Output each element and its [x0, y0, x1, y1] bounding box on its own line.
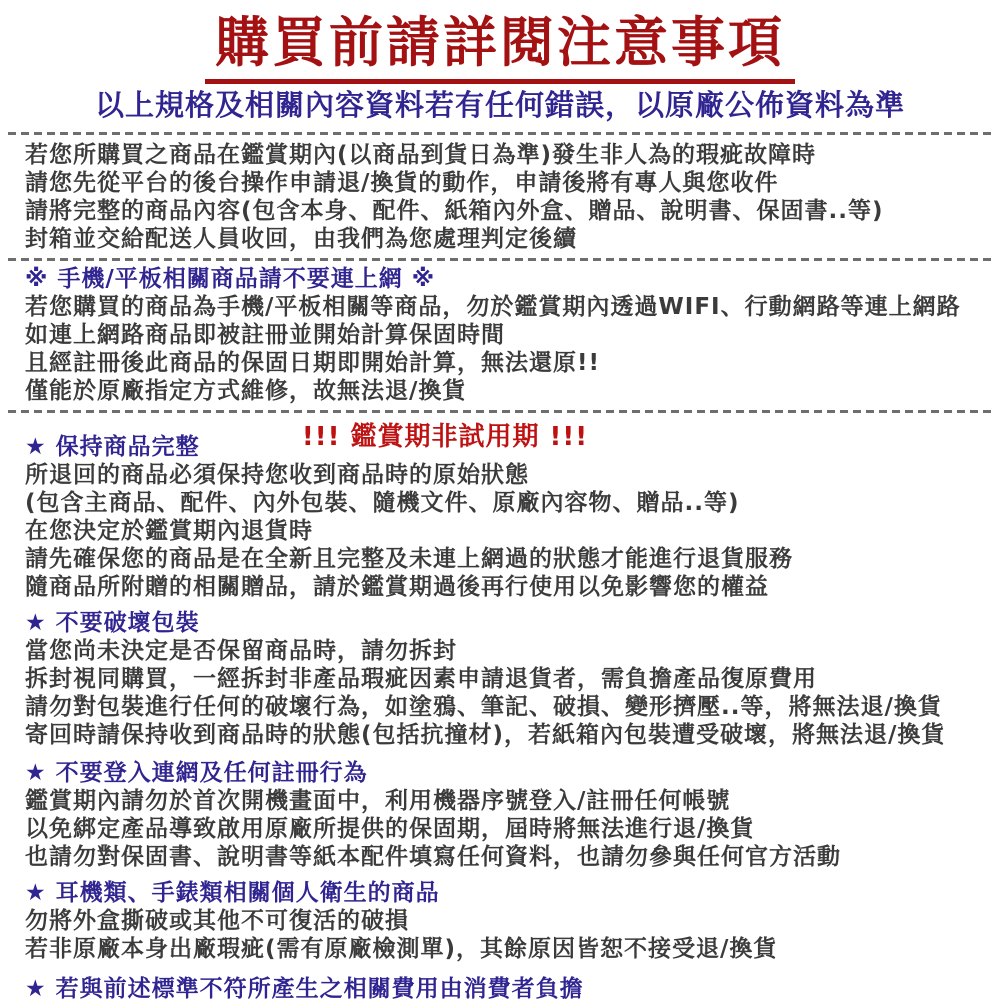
- section-hygiene: [0, 879, 1000, 963]
- page-subtitle: 以上規格及相關內容資料若有任何錯誤，以原廠公佈資料為準: [94, 88, 905, 123]
- text-line: 僅能於原廠指定方式維修，故無法退/換貨: [25, 378, 467, 405]
- alert-not-trial-period: !!! 鑑賞期非試用期 !!!: [301, 422, 589, 453]
- text-line: 當您尚未決定是否保留商品時，請勿拆封: [25, 638, 457, 665]
- text-line: 請將完整的商品內容(包含本身、配件、紙箱內外盒、贈品、說明書、保固書..等): [25, 198, 884, 225]
- section-no-package-damage: [0, 609, 1000, 749]
- text-line: 如連上網路商品即被註冊並開始計算保固時間: [25, 322, 505, 349]
- alert-row: [25, 415, 980, 461]
- text-line: 以免綁定產品導致啟用原廠所提供的保固期，屆時將無法進行退/換貨: [25, 816, 755, 843]
- text-line: 拆封視同購買，一經拆封非產品瑕疵因素申請退貨者，需負擔產品復原費用: [25, 666, 817, 693]
- section-header: ★ 保持商品完整: [25, 434, 200, 461]
- text-line: 請勿對包裝進行任何的破壞行為，如塗鴉、筆記、破損、變形擠壓..等，將無法退/換貨: [25, 694, 942, 721]
- text-line: 且經註冊後此商品的保固日期即開始計算，無法還原!!: [25, 350, 600, 377]
- text-line: 請您先從平台的後台操作申請退/換貨的動作，申請後將有專人與您收件: [25, 170, 779, 197]
- section-header: ★ 若與前述標準不符所產生之相關費用由消費者負擔: [25, 976, 584, 1003]
- section-header: ★ 不要登入連網及任何註冊行為: [25, 760, 368, 787]
- text-line: 封箱並交給配送人員收回，由我們為您處理判定後續: [25, 226, 577, 253]
- text-line: 若非原廠本身出廠瑕疵(需有原廠檢測單)，其餘原因皆恕不接受退/換貨: [25, 936, 778, 963]
- divider-dashed: [8, 132, 992, 135]
- text-line: 鑑賞期內請勿於首次開機畫面中，利用機器序號登入/註冊任何帳號: [25, 788, 731, 815]
- text-line: 若您購買的商品為手機/平板相關等商品，勿於鑑賞期內透過WIFI、行動網路等連上網路: [25, 294, 961, 321]
- section-general-return: [0, 141, 1000, 253]
- text-line: 若您所購買之商品在鑑賞期內(以商品到貨日為準)發生非人為的瑕疵故障時: [25, 142, 817, 169]
- section-no-login: [0, 759, 1000, 871]
- divider-dashed: [8, 258, 992, 261]
- section-header: ★ 耳機類、手錶類相關個人衛生的商品: [25, 880, 440, 907]
- section-cost-bearing: [0, 975, 1000, 1003]
- page-title: 購買前請詳閱注意事項: [205, 14, 795, 84]
- title-wrap: [0, 11, 1000, 84]
- text-line: 隨商品所附贈的相關贈品，請於鑑賞期過後再行使用以免影響您的權益: [25, 574, 769, 601]
- text-line: 勿將外盒撕破或其他不可復活的破損: [25, 908, 409, 935]
- text-line: 在您決定於鑑賞期內退貨時: [25, 518, 313, 545]
- text-line: 寄回時請保持收到商品時的狀態(包括抗撞材)，若紙箱內包裝遭受破壞，將無法退/換貨: [25, 722, 946, 749]
- section-no-network: [0, 265, 1000, 405]
- section-header: ※ 手機/平板相關商品請不要連上網 ※: [25, 266, 436, 293]
- divider-dashed: [8, 410, 992, 413]
- text-line: (包含主商品、配件、內外包裝、隨機文件、原廠內容物、贈品..等): [25, 490, 740, 517]
- section-header: ★ 不要破壞包裝: [25, 610, 200, 637]
- text-line: 請先確保您的商品是在全新且完整及未連上網過的狀態才能進行退貨服務: [25, 546, 793, 573]
- text-line: 也請勿對保固書、說明書等紙本配件填寫任何資料，也請勿參與任何官方活動: [25, 844, 841, 871]
- section-keep-intact: [0, 415, 1000, 601]
- text-line: 所退回的商品必須保持您收到商品時的原始狀態: [25, 462, 529, 489]
